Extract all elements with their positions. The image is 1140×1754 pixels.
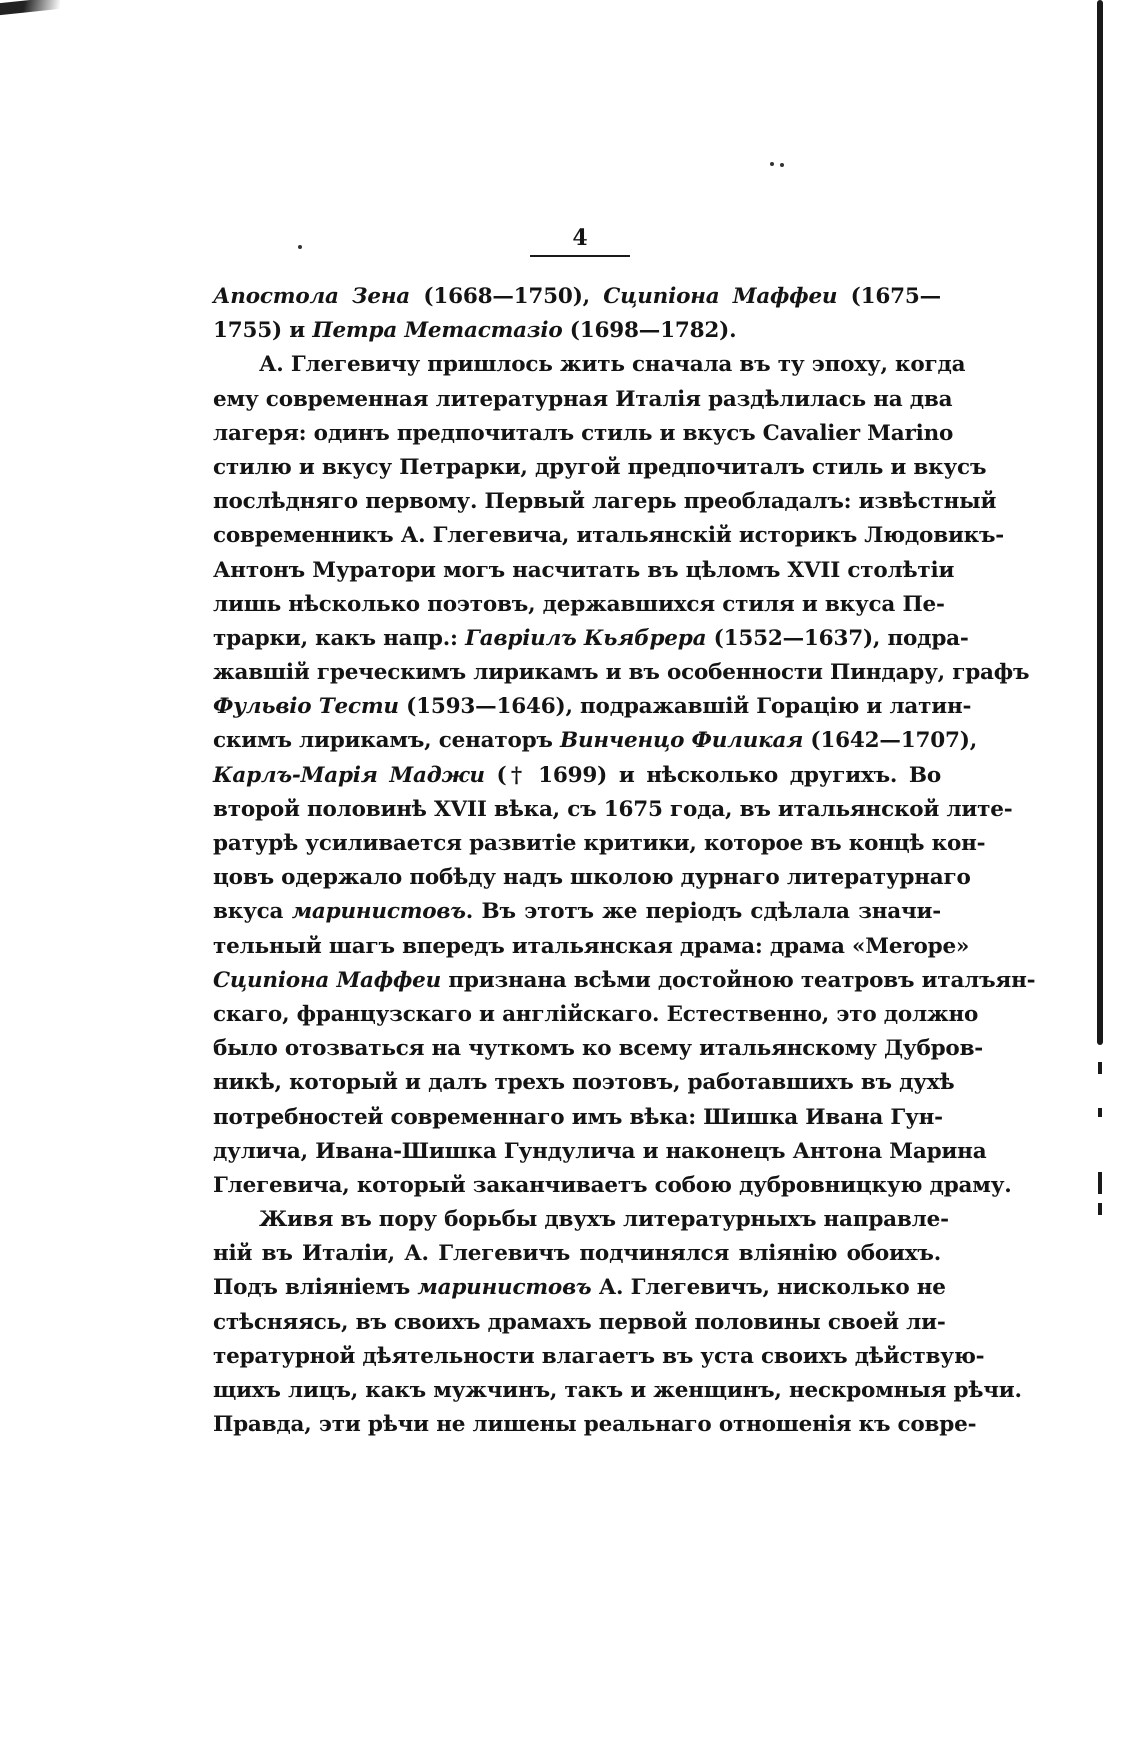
text-line: жавшій греческимъ лирикамъ и въ особенности Пиндару, графъ [213,660,1030,686]
text-line: второй половинѣ XVII вѣка, съ 1675 года, въ итальянской лите- [213,796,1013,822]
body-text [213,280,1036,1442]
text-line: Подъ вліяніемъ маринистовъ А. Глегевичъ, нисколько не [213,1275,946,1301]
text-line: ній въ Италіи, А. Глегевичъ подчинялся вліянію обоихъ. [213,1241,941,1267]
text-line: лагеря: одинъ предпочиталъ стиль и вкусъ Cavalier Marino [213,420,954,446]
text-line: скаго, французскаго и англійскаго. Естественно, это должно [213,1001,979,1027]
text-line: тельный шагъ впередъ итальянская драма: драма «Merope» [213,933,970,959]
text-line: Глегевича, который заканчиваетъ собою дубровницкую драму. [213,1172,1012,1198]
text-line: Живя въ пору борьбы двухъ литературныхъ направле- [259,1207,949,1233]
text-line: Карлъ-Марія Маджи († 1699) и нѣсколько другихъ. Во [213,762,942,788]
text-line: стилю и вкусу Петрарки, другой предпочиталъ стиль и вкусъ [213,454,987,480]
text-line: скимъ лирикамъ, сенаторъ Винченцо Филикая (1642—1707), [213,728,978,754]
text-line: ему современная литературная Италія раздѣлилась на два [213,386,953,412]
text-line: тературной дѣятельности влагаетъ въ уста своихъ дѣйствую- [213,1343,985,1369]
page-edge-mark [1098,1062,1102,1074]
text-line: трарки, какъ напр.: Гавріилъ Кьябрера (1552—1637), подра- [213,625,969,651]
text-line: Фульвіо Тести (1593—1646), подражавшій Горацію и латин- [213,694,972,720]
text-line: Сципіона Маффеи признана всѣми достойною театровъ италъян- [213,967,1036,993]
text-line: послѣдняго первому. Первый лагерь преобладалъ: извѣстный [213,489,997,515]
text-line: Антонъ Муратори могъ насчитать въ цѣломъ XVII столѣтіи [213,557,955,583]
scan-speck [770,162,774,166]
page-edge-shadow [1097,0,1103,1045]
text-line: никѣ, который и далъ трехъ поэтовъ, работавшихъ въ духѣ [213,1070,955,1096]
text-line: стѣсняясь, въ своихъ драмахъ первой половины своей ли- [213,1309,946,1335]
text-line: ратурѣ усиливается развитіе критики, которое въ концѣ кон- [213,831,986,856]
page-number: 4 [572,225,588,251]
text-line: цовъ одержало побѣду надъ школою дурнаго литературнаго [213,865,971,891]
text-line: Правда, эти рѣчи не лишены реальнаго отношенія къ совре- [213,1412,977,1438]
page-number-rule [530,255,630,257]
text-line: 1755) и Петра Метастазіо (1698—1782). [213,318,737,344]
page-edge-mark [1098,1203,1102,1215]
text-line: дулича, Ивана-Шишка Гундулича и наконецъ Антона Марина [213,1138,987,1164]
text-line: Апостола Зена (1668—1750), Сципіона Маффеи (1675— [213,284,941,309]
text-line: А. Глегевичу пришлось жить сначала въ ту эпоху, когда [259,352,966,378]
text-line: лишь нѣсколько поэтовъ, державшихся стиля и вкуса Пе- [213,591,945,617]
scan-artifact-top-left [0,0,60,15]
text-line: потребностей современнаго имъ вѣка: Шишка Ивана Гун- [213,1104,943,1130]
scan-speck [780,163,784,167]
text-line: щихъ лицъ, какъ мужчинъ, такъ и женщинъ, нескромныя рѣчи. [213,1378,1022,1403]
scan-speck [298,245,302,249]
text-line: современникъ А. Глегевича, итальянскій историкъ Людовикъ- [213,523,1005,549]
text-line: было отозваться на чуткомъ ко всему итальянскому Дубров- [213,1036,984,1062]
text-line: вкуса маринистовъ. Въ этотъ же періодъ сдѣлала значи- [213,899,941,925]
page-edge-mark [1098,1108,1102,1117]
page-edge-mark [1098,1172,1102,1194]
